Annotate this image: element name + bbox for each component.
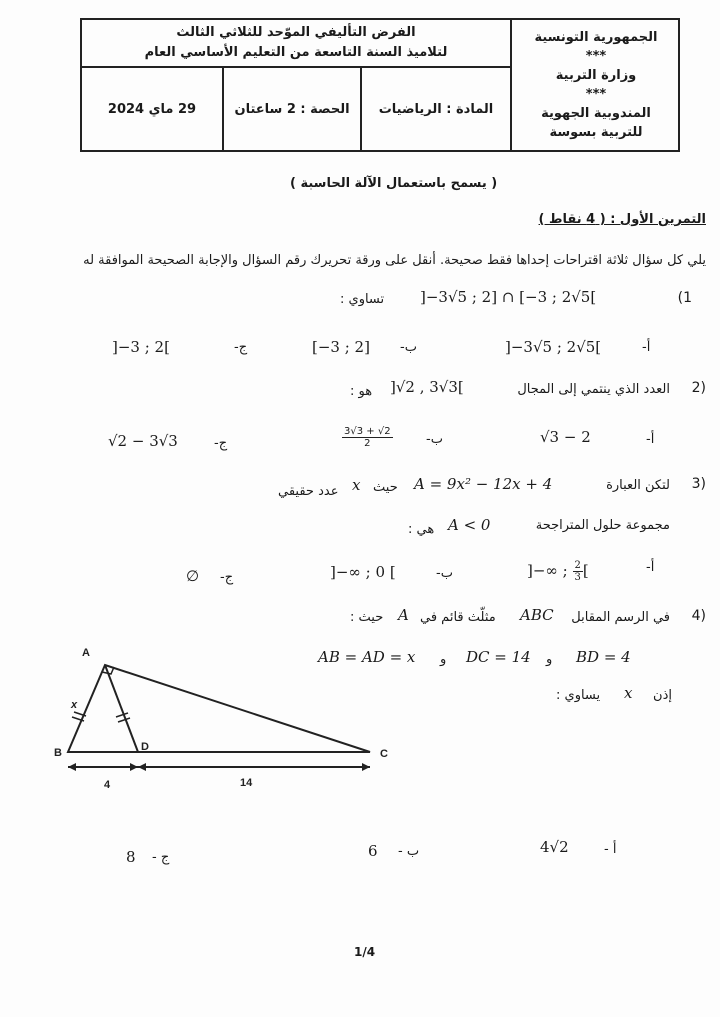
q4-option-a: 4√2 [540, 838, 569, 856]
option-label: أ- [642, 340, 651, 355]
label-c: C [380, 748, 388, 760]
q4-and: و [440, 652, 447, 667]
numerator: 2 [574, 560, 581, 571]
republic: الجمهورية التونسية [534, 30, 658, 45]
q3-option-b: ]−∞ ; 0 [ [330, 563, 396, 581]
exam-title-cell [82, 20, 510, 68]
tick-mark [116, 713, 128, 717]
q2-option-b [342, 426, 393, 449]
label-d: D [141, 741, 149, 753]
q4-cond-ab: AB = AD = x [318, 648, 416, 666]
q3-suffix: هي : [408, 522, 435, 537]
option-label: أ- [646, 560, 655, 575]
q3-var: x [352, 476, 361, 494]
label-a: A [82, 647, 90, 659]
option-label: ج- [214, 436, 228, 451]
page-number: 1/4 [354, 945, 376, 959]
q2-interval: ]√2 , 3√3[ [390, 378, 464, 396]
q1-option-a: ]−3√5 ; 2√5[ [505, 338, 602, 356]
q1-number: (1 [677, 290, 692, 306]
q3-text: لتكن العبارة [606, 478, 670, 493]
ministry: وزارة التربية [555, 68, 637, 83]
option-label: ب- [436, 566, 453, 581]
q4-var: x [624, 684, 633, 702]
q3-number: 3) [691, 476, 706, 492]
exam-date: 29 ماي 2024 [107, 101, 197, 117]
triangle-figure [40, 640, 410, 800]
q3-line2: مجموعة حلول المتراجحة [535, 518, 670, 533]
q2-suffix: هو : [350, 384, 373, 399]
q2-number: 2) [691, 380, 706, 396]
q1-option-c: ]−3 ; 2[ [112, 338, 170, 356]
q4-vertex: A [398, 606, 409, 624]
duration: الحصة : 2 ساعتان [222, 68, 362, 150]
institution-cell [510, 20, 680, 150]
prefix: ]−∞ ; [527, 561, 573, 580]
label-bd: 4 [104, 779, 111, 791]
option-label: أ - [604, 842, 617, 857]
header-table [80, 18, 680, 152]
exam-title: الفرض التأليفي الموّحد للثلاثي الثالث [176, 25, 416, 40]
q4-number: 4) [691, 608, 706, 624]
denominator: 3 [574, 572, 581, 583]
q4-where: حيث : [350, 610, 384, 625]
q3-expression: A = 9x² − 12x + 4 [414, 475, 553, 493]
q4-triangle: ABC [520, 606, 554, 624]
option-label: ج - [152, 850, 170, 865]
q3-real: عدد حقيقي [278, 484, 339, 499]
exercise-title: التمرين الأول : ( 4 نقاط ) [538, 212, 706, 227]
segment-ad [105, 665, 138, 752]
option-label: أ- [646, 432, 655, 447]
q2-option-c: √2 − 3√3 [108, 432, 178, 450]
label-dc: 14 [240, 777, 253, 789]
option-label: ج- [234, 340, 248, 355]
q3-inequality: A < 0 [448, 516, 491, 534]
denominator: 2 [364, 438, 371, 449]
q4-text: في الرسم المقابل [571, 610, 670, 625]
subject: المادة : الرياضيات [378, 101, 494, 117]
option-label: ب - [398, 844, 420, 859]
q2-option-a: √3 − 2 [540, 428, 591, 446]
q4-right-at: مثلّث قائم في [420, 610, 496, 625]
stars: *** [585, 49, 607, 64]
numerator: 3√3 + √2 [344, 426, 391, 437]
q4-then: إذن [653, 688, 672, 703]
q4-and: و [546, 652, 553, 667]
calculator-note: ( يسمح باستعمال الآلة الحاسبة ) [290, 176, 498, 191]
q4-cond-bd: BD = 4 [576, 648, 631, 666]
q3-option-c: ∅ [186, 567, 200, 585]
q3-where: حيث [373, 480, 398, 495]
label-x: x [71, 699, 78, 711]
stars: *** [585, 87, 607, 102]
q4-cond-dc: DC = 14 [466, 648, 531, 666]
exam-level: لتلاميذ السنة التاسعة من التعليم الأساسي العام [144, 45, 448, 60]
q4-equals: يساوي : [556, 688, 601, 703]
tick-mark [118, 718, 130, 722]
q4-option-b: 6 [368, 842, 378, 860]
q1-expression: ]−3√5 ; 2] ∩ [−3 ; 2√5[ [420, 288, 597, 306]
q2-text: العدد الذي ينتمي إلى المجال [517, 382, 670, 397]
option-label: ب- [400, 340, 417, 355]
label-b: B [54, 747, 62, 759]
option-label: ج- [220, 570, 234, 585]
exercise-intro: يلي كل سؤال ثلاثة اقتراحات إحداها فقط صحيحة. أنقل على ورقة تحريرك رقم السؤال والإجابة الصحيحة الموافقة له [83, 253, 706, 268]
q1-option-b: [−3 ; 2] [312, 338, 370, 356]
q4-option-c: 8 [126, 848, 136, 866]
directorate: للتربية بسوسة [549, 125, 643, 140]
option-label: ب- [426, 432, 443, 447]
q3-option-a [527, 560, 589, 583]
triangle-abc [68, 665, 370, 752]
q1-suffix: تساوي : [340, 292, 385, 307]
directorate: المندوبية الجهوية [541, 106, 651, 121]
close: [ [582, 561, 589, 580]
